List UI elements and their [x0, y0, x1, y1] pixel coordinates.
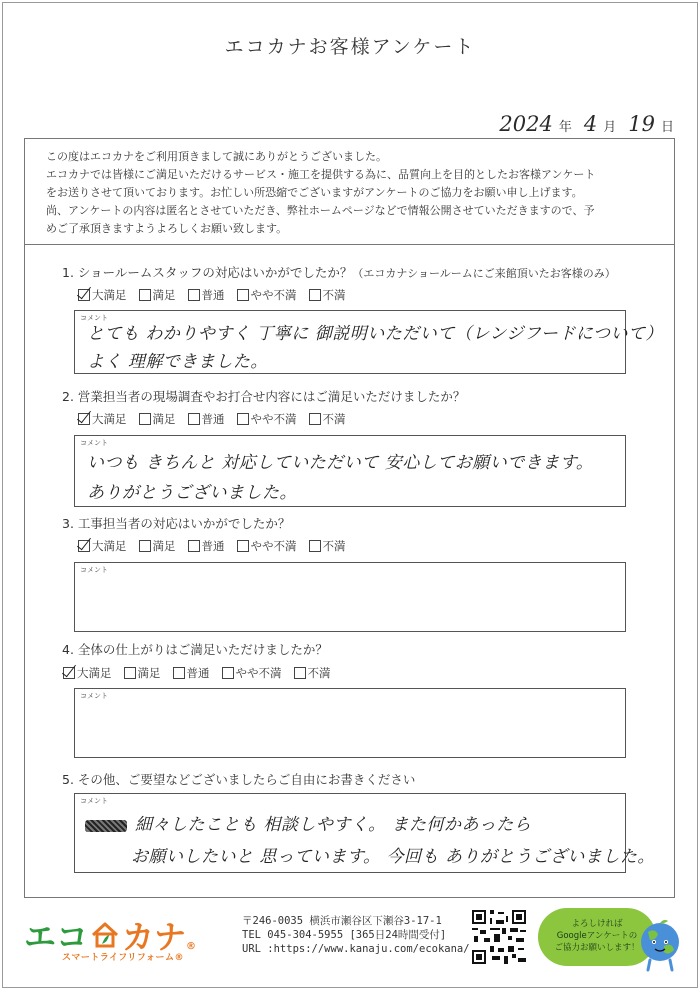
question-1-text: 1. ショールームスタッフの対応はいかがでしたか？	[62, 265, 353, 280]
checkbox[interactable]	[222, 667, 234, 679]
option-somewhat-dissatisfied[interactable]: やや不満	[222, 665, 282, 681]
checkbox[interactable]	[139, 413, 151, 425]
checkbox-checked[interactable]	[78, 413, 90, 425]
website-url[interactable]: URL :https://www.kanaju.com/ecokana/	[242, 943, 470, 955]
date-month-unit: 月	[603, 120, 617, 135]
question-3-options	[78, 538, 346, 554]
comment-label: コメント	[80, 566, 108, 574]
date-year: 2024	[499, 112, 553, 136]
question-5	[62, 770, 415, 788]
comment-line: ありがとうございました。	[87, 483, 297, 503]
logo-text-eco: エコ	[24, 918, 89, 956]
comment-label: コメント	[80, 797, 108, 805]
checkbox-checked[interactable]	[78, 540, 90, 552]
checkbox[interactable]	[124, 667, 136, 679]
question-2	[62, 387, 465, 405]
intro-line: めご了承頂きますようよろしくお願い致します。	[46, 222, 288, 235]
option-dissatisfied[interactable]: 不満	[309, 411, 346, 427]
comment-line: お願いしたいと 思っています。 今回も ありがとうございました。	[131, 847, 655, 867]
house-icon	[91, 922, 119, 948]
date-year-unit: 年	[558, 120, 572, 135]
option-neutral[interactable]: 普通	[173, 665, 210, 681]
question-2-options	[78, 411, 346, 427]
question-1	[62, 263, 616, 281]
option-somewhat-dissatisfied[interactable]: やや不満	[237, 538, 297, 554]
comment-line: 細々したことも 相談しやすく。 また何かあったら	[85, 810, 531, 835]
option-satisfied[interactable]: 満足	[139, 538, 176, 554]
comment-line: とても わかりやすく 丁寧に 御説明いただいて（レンジフードについて）	[87, 324, 664, 344]
checkbox[interactable]	[237, 289, 249, 301]
globe-mascot-icon	[636, 918, 684, 974]
checkbox[interactable]	[294, 667, 306, 679]
checkbox[interactable]	[309, 413, 321, 425]
question-3-text: 3. 工事担当者の対応はいかがでしたか？	[62, 516, 291, 531]
question-4-comment-box[interactable]	[74, 688, 626, 758]
checkbox[interactable]	[309, 540, 321, 552]
option-very-satisfied[interactable]: 大満足	[78, 287, 127, 303]
question-4	[62, 640, 328, 658]
question-3	[62, 514, 290, 532]
comment-line: よく 理解できました。	[87, 352, 268, 372]
intro-text	[46, 148, 666, 238]
bubble-line: Googleアンケートの	[556, 931, 638, 941]
logo-registered-mark: ®	[186, 941, 197, 952]
bubble-line: よろしければ	[571, 919, 623, 929]
option-very-satisfied[interactable]: 大満足	[78, 538, 127, 554]
option-dissatisfied[interactable]: 不満	[294, 665, 331, 681]
comment-label: コメント	[80, 439, 108, 447]
question-5-text: 5. その他、ご要望などございましたらご自由にお書きください	[62, 772, 416, 787]
telephone: TEL 045-304-5955 [365日24時間受付]	[242, 929, 447, 941]
checkbox[interactable]	[309, 289, 321, 301]
footer	[0, 900, 700, 988]
option-very-satisfied[interactable]: 大満足	[78, 411, 127, 427]
option-somewhat-dissatisfied[interactable]: やや不満	[237, 411, 297, 427]
intro-line: をお送りさせて頂いております。お忙しい所恐縮でございますがアンケートのご協力をお願い申し上げます。	[46, 186, 583, 199]
option-satisfied[interactable]: 満足	[139, 287, 176, 303]
date-month: 4	[583, 112, 598, 136]
option-neutral[interactable]: 普通	[188, 287, 225, 303]
date-day-unit: 日	[660, 120, 674, 135]
intro-line: この度はエコカナをご利用頂きまして誠にありがとうございました。	[46, 150, 387, 163]
intro-divider	[24, 244, 675, 245]
question-5-comment-box[interactable]	[74, 793, 655, 873]
option-very-satisfied[interactable]: 大満足	[63, 665, 112, 681]
question-3-comment-box[interactable]	[74, 562, 626, 632]
survey-date	[499, 112, 680, 136]
question-1-options	[78, 287, 346, 303]
checkbox[interactable]	[139, 540, 151, 552]
checkbox-checked[interactable]	[63, 667, 75, 679]
checkbox[interactable]	[139, 289, 151, 301]
checkbox[interactable]	[173, 667, 185, 679]
page-title: エコカナお客様アンケート	[224, 36, 476, 58]
qr-code-icon[interactable]	[470, 908, 528, 966]
intro-line: 尚、アンケートの内容は匿名とさせていただき、弊社ホームページなどで情報公開させていただきますので、予	[46, 204, 595, 217]
checkbox[interactable]	[188, 540, 200, 552]
question-4-options	[63, 665, 331, 681]
logo-text-kana: カナ	[122, 918, 187, 956]
bubble-line: ご協力お願いします！	[554, 943, 640, 953]
option-dissatisfied[interactable]: 不満	[309, 538, 346, 554]
comment-line: いつも きちんと 対応していただいて 安心してお願いできます。	[87, 453, 594, 473]
question-1-note: （エコカナショールームにご来館頂いたお客様のみ）	[352, 267, 616, 280]
contact-info	[242, 914, 470, 956]
intro-line: エコカナでは皆様にご満足いただけるサービス・施工を提供する為に、品質向上を目的としたお客様アンケート	[46, 168, 596, 181]
checkbox-checked[interactable]	[78, 289, 90, 301]
comment-label: コメント	[80, 314, 108, 322]
checkbox[interactable]	[188, 413, 200, 425]
question-2-text: 2. 営業担当者の現場調査やお打合せ内容にはご満足いただけましたか？	[62, 389, 466, 404]
option-neutral[interactable]: 普通	[188, 411, 225, 427]
checkbox[interactable]	[188, 289, 200, 301]
question-2-comment-box[interactable]	[74, 435, 626, 507]
crossed-out-scribble	[85, 820, 127, 832]
option-satisfied[interactable]: 満足	[124, 665, 161, 681]
postal-address: 〒246-0035 横浜市瀬谷区下瀬谷3-17-1	[242, 915, 442, 927]
question-4-text: 4. 全体の仕上がりはご満足いただけましたか？	[62, 642, 328, 657]
option-somewhat-dissatisfied[interactable]: やや不満	[237, 287, 297, 303]
question-1-comment-box[interactable]	[74, 310, 664, 374]
comment-label: コメント	[80, 692, 108, 700]
checkbox[interactable]	[237, 413, 249, 425]
checkbox[interactable]	[237, 540, 249, 552]
option-satisfied[interactable]: 満足	[139, 411, 176, 427]
logo-subtitle: スマートライフリフォーム®	[62, 953, 184, 963]
option-neutral[interactable]: 普通	[188, 538, 225, 554]
option-dissatisfied[interactable]: 不満	[309, 287, 346, 303]
date-day: 19	[628, 112, 655, 136]
